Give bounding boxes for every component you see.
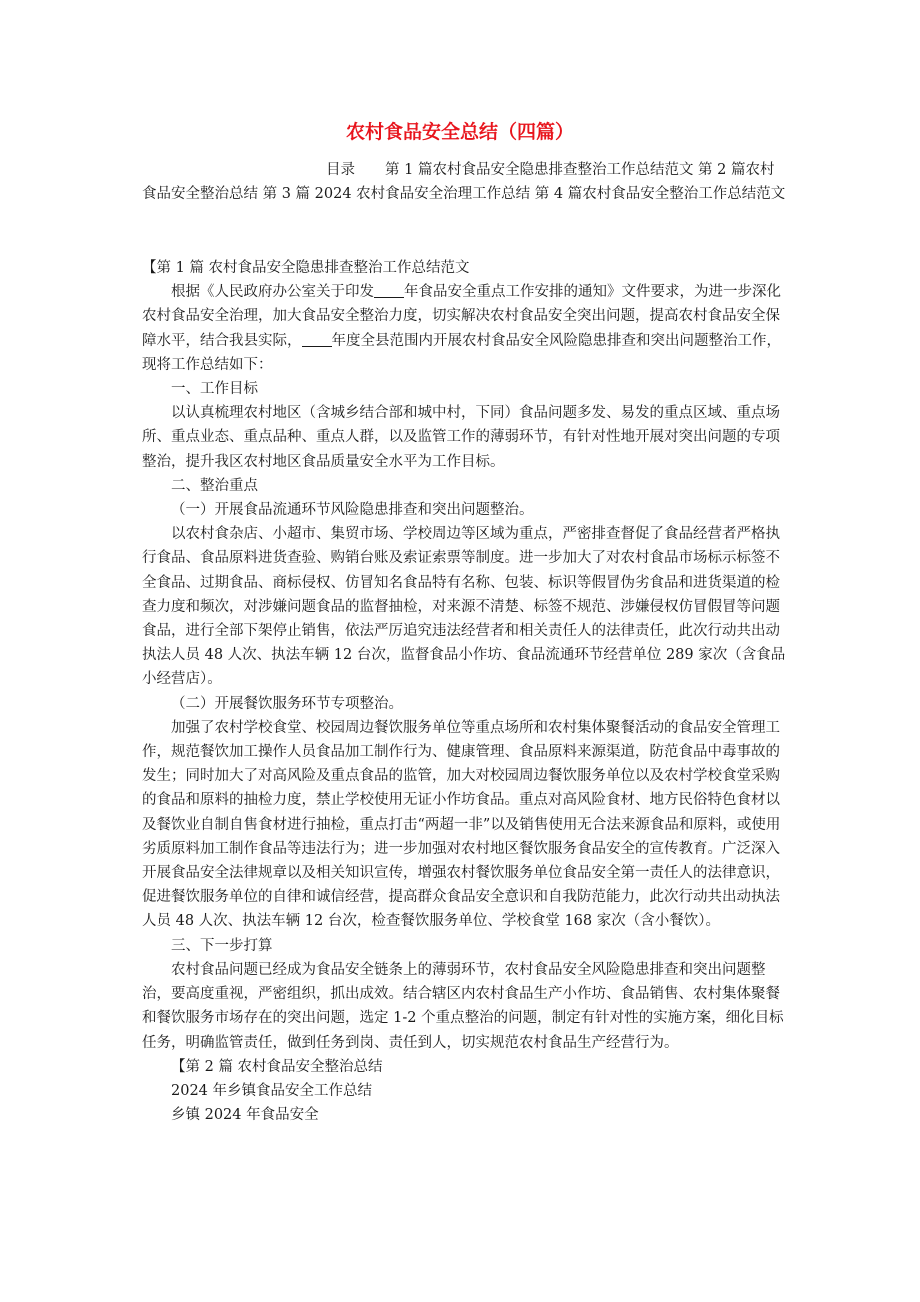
section-heading-1: 【第 1 篇 农村食品安全隐患排查整治工作总结范文 xyxy=(142,260,470,276)
paragraph: 2024 年乡镇食品安全工作总结 xyxy=(171,1082,373,1099)
subheading: 三、下一步打算 xyxy=(171,937,273,954)
toc-label: 目录 xyxy=(326,162,355,178)
table-of-contents xyxy=(142,158,788,206)
paragraph: 加强了农村学校食堂、校园周边餐饮服务单位等重点场所和农村集体聚餐活动的食品安全管理工作，规范餐饮加工操作人员食品加工制作行为、健康管理、食品原料来源渠道，防范食品中毒事故的发生；同时加大了对高风险及重点食品的监管，加大对校园周边餐饮服务单位以及农村学校食堂采购的食品和原料的抽检力度，禁止学校使用无证小作坊食品。重点对高风险食材、地方民俗特色食材以及餐饮业自制自售食材进行抽检，重点打击“两超一非”以及销售使用无合法来源食品和原料，或使用劣质原料加工制作食品等违法行为；进一步加强对农村地区餐饮服务食品安全的宣传教育。广泛深入开展食品安全法律规章以及相关知识宣传，增强农村餐饮服务单位食品安全第一责任人的法律意识，促进餐饮服务单位的自律和诚信经营，提高群众食品安全意识和自我防范能力，此次行动共出动执法人员 48 人次、执法车辆 12 台次，检查餐饮服务单位、学校食堂 168 家次（含小餐饮）。 xyxy=(142,719,781,930)
document-body xyxy=(142,256,788,1127)
subheading: （一）开展食品流通环节风险隐患排查和突出问题整治。 xyxy=(171,502,534,519)
toc-entries: 第 1 篇农村食品安全隐患排查整治工作总结范文 第 2 篇农村食品安全整治总结 第 3 篇 2024 农村食品安全治理工作总结 第 4 篇农村食品安全整治工作总结范文 xyxy=(142,162,786,202)
blank-underline xyxy=(302,332,332,347)
subheading: 二、整治重点 xyxy=(171,477,258,494)
paragraph: 以农村食杂店、小超市、集贸市场、学校周边等区域为重点，严密排查督促了食品经营者严格执行食品、食品原料进货查验、购销台账及索证索票等制度。进一步加大了对农村食品市场标示标签不全食品、过期食品、商标侵权、仿冒知名食品特有名称、包装、标识等假冒伪劣食品和进货渠道的检查力度和频次，对涉嫌问题食品的监督抽检，对来源不清楚、标签不规范、涉嫌侵权仿冒假冒等问题食品，进行全部下架停止销售，依法严厉追究违法经营者和相关责任人的法律责任，此次行动共出动执法人员 48 人次、执法车辆 12 台次，监督食品小作坊、食品流通环节经营单位 289 家次（含食品小经营店）。 xyxy=(142,526,786,688)
paragraph: 农村食品问题已经成为食品安全链条上的薄弱环节，农村食品安全风险隐患排查和突出问题整治，要高度重视，严密组织，抓出成效。结合辖区内农村食品生产小作坊、食品销售、农村集体聚餐和餐饮服务市场存在的突出问题，选定 1-2 个重点整治的问题，制定有针对性的实施方案，细化目标任务，明确监管责任，做到任务到岗、责任到人，切实规范农村食品生产经营行为。 xyxy=(142,961,784,1051)
paragraph-text: 根据《人民政府办公室关于印发 xyxy=(171,284,374,301)
blank-underline xyxy=(374,283,404,298)
paragraph: 以认真梳理农村地区（含城乡结合部和城中村，下同）食品问题多发、易发的重点区域、重点场所、重点业态、重点品种、重点人群，以及监管工作的薄弱环节，有针对性地开展对突出问题的专项整治，提升我区农村地区食品质量安全水平为工作目标。 xyxy=(142,405,780,470)
paragraph-text: 年度全县范围内开展农村食品安全风险隐患排查和突出问题整治工作，现将工作总结如下： xyxy=(142,332,781,373)
document-title: 农村食品安全总结（四篇） xyxy=(345,121,574,143)
paragraph: 乡镇 2024 年食品安全 xyxy=(171,1107,319,1124)
paragraph-text: 年食品安全重点工作安排的通知》文件要求，为进一步深化农村食品安全治理，加大食品安全整治力度，切实解决农村食品安全突出问题，提高农村食品安全保障水平，结合我县实际， xyxy=(142,284,781,349)
subheading: 一、工作目标 xyxy=(171,381,258,398)
section-heading-2: 【第 2 篇 农村食品安全整治总结 xyxy=(171,1058,383,1075)
subheading: （二）开展餐饮服务环节专项整治。 xyxy=(171,695,403,712)
paragraph xyxy=(142,280,788,377)
